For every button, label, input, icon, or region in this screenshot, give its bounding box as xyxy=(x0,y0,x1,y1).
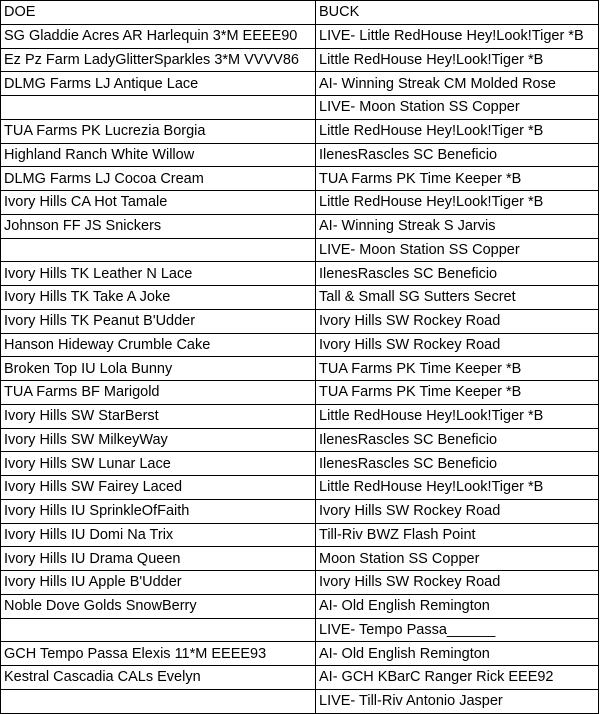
table-row xyxy=(1,24,599,48)
doe-cell: Ivory Hills TK Leather N Lace xyxy=(1,262,316,286)
doe-cell: Ivory Hills SW Fairey Laced xyxy=(1,476,316,500)
table-row xyxy=(1,547,599,571)
doe-cell: SG Gladdie Acres AR Harlequin 3*M EEEE90 xyxy=(1,24,316,48)
doe-cell: Ivory Hills SW StarBerst xyxy=(1,404,316,428)
table-row xyxy=(1,476,599,500)
table-row xyxy=(1,594,599,618)
buck-cell: TUA Farms PK Time Keeper *B xyxy=(316,167,599,191)
table-row xyxy=(1,262,599,286)
buck-cell: Tall & Small SG Sutters Secret xyxy=(316,286,599,310)
table-row xyxy=(1,428,599,452)
buck-column-header: BUCK xyxy=(316,1,599,25)
buck-cell: AI- GCH KBarC Ranger Rick EEE92 xyxy=(316,666,599,690)
doe-cell: GCH Tempo Passa Elexis 11*M EEEE93 xyxy=(1,642,316,666)
doe-cell: TUA Farms BF Marigold xyxy=(1,381,316,405)
table-row xyxy=(1,96,599,120)
buck-cell: Little RedHouse Hey!Look!Tiger *B xyxy=(316,191,599,215)
buck-cell: Ivory Hills SW Rockey Road xyxy=(316,571,599,595)
buck-cell: Moon Station SS Copper xyxy=(316,547,599,571)
buck-cell: LIVE- Till-Riv Antonio Jasper xyxy=(316,689,599,713)
buck-cell: AI- Winning Streak S Jarvis xyxy=(316,214,599,238)
table-row xyxy=(1,523,599,547)
table-row xyxy=(1,499,599,523)
doe-cell xyxy=(1,689,316,713)
buck-cell: IlenesRascles SC Beneficio xyxy=(316,428,599,452)
buck-cell: TUA Farms PK Time Keeper *B xyxy=(316,357,599,381)
table-header xyxy=(1,1,599,25)
buck-cell: Ivory Hills SW Rockey Road xyxy=(316,309,599,333)
buck-cell: AI- Old English Remington xyxy=(316,642,599,666)
doe-cell: Ivory Hills TK Take A Joke xyxy=(1,286,316,310)
table-row xyxy=(1,357,599,381)
table-row xyxy=(1,191,599,215)
table-row xyxy=(1,72,599,96)
doe-cell: Ez Pz Farm LadyGlitterSparkles 3*M VVVV86 xyxy=(1,48,316,72)
doe-cell xyxy=(1,238,316,262)
table-row xyxy=(1,689,599,713)
buck-cell: Little RedHouse Hey!Look!Tiger *B xyxy=(316,476,599,500)
doe-cell: Ivory Hills IU SprinkleOfFaith xyxy=(1,499,316,523)
table-row xyxy=(1,381,599,405)
doe-cell: TUA Farms PK Lucrezia Borgia xyxy=(1,119,316,143)
table-row xyxy=(1,238,599,262)
doe-cell: Noble Dove Golds SnowBerry xyxy=(1,594,316,618)
table-row xyxy=(1,666,599,690)
table-row xyxy=(1,214,599,238)
doe-cell: Ivory Hills SW MilkeyWay xyxy=(1,428,316,452)
table-row xyxy=(1,119,599,143)
buck-cell: LIVE- Moon Station SS Copper xyxy=(316,238,599,262)
doe-cell: DLMG Farms LJ Antique Lace xyxy=(1,72,316,96)
buck-cell: LIVE- Moon Station SS Copper xyxy=(316,96,599,120)
buck-cell: LIVE- Little RedHouse Hey!Look!Tiger *B xyxy=(316,24,599,48)
table-row xyxy=(1,167,599,191)
table-row xyxy=(1,452,599,476)
doe-cell: Hanson Hideway Crumble Cake xyxy=(1,333,316,357)
doe-cell: Johnson FF JS Snickers xyxy=(1,214,316,238)
table-row xyxy=(1,333,599,357)
header-row xyxy=(1,1,599,25)
buck-cell: Little RedHouse Hey!Look!Tiger *B xyxy=(316,48,599,72)
doe-cell: Ivory Hills CA Hot Tamale xyxy=(1,191,316,215)
doe-cell: Ivory Hills TK Peanut B'Udder xyxy=(1,309,316,333)
doe-cell: Ivory Hills IU Apple B'Udder xyxy=(1,571,316,595)
table-row xyxy=(1,48,599,72)
table-row xyxy=(1,571,599,595)
buck-cell: IlenesRascles SC Beneficio xyxy=(316,452,599,476)
buck-cell: Ivory Hills SW Rockey Road xyxy=(316,499,599,523)
table-row xyxy=(1,404,599,428)
doe-cell xyxy=(1,96,316,120)
doe-column-header: DOE xyxy=(1,1,316,25)
buck-cell: Little RedHouse Hey!Look!Tiger *B xyxy=(316,119,599,143)
table-row xyxy=(1,642,599,666)
buck-cell: LIVE- Tempo Passa______ xyxy=(316,618,599,642)
table-row xyxy=(1,286,599,310)
doe-cell: DLMG Farms LJ Cocoa Cream xyxy=(1,167,316,191)
buck-cell: AI- Old English Remington xyxy=(316,594,599,618)
doe-cell: Highland Ranch White Willow xyxy=(1,143,316,167)
table-row xyxy=(1,309,599,333)
doe-cell xyxy=(1,618,316,642)
table-row xyxy=(1,618,599,642)
table-row xyxy=(1,143,599,167)
buck-cell: IlenesRascles SC Beneficio xyxy=(316,262,599,286)
buck-cell: Ivory Hills SW Rockey Road xyxy=(316,333,599,357)
doe-cell: Ivory Hills SW Lunar Lace xyxy=(1,452,316,476)
buck-cell: TUA Farms PK Time Keeper *B xyxy=(316,381,599,405)
doe-cell: Kestral Cascadia CALs Evelyn xyxy=(1,666,316,690)
buck-cell: AI- Winning Streak CM Molded Rose xyxy=(316,72,599,96)
table-body xyxy=(1,24,599,713)
buck-cell: IlenesRascles SC Beneficio xyxy=(316,143,599,167)
doe-cell: Broken Top IU Lola Bunny xyxy=(1,357,316,381)
doe-cell: Ivory Hills IU Domi Na Trix xyxy=(1,523,316,547)
buck-cell: Little RedHouse Hey!Look!Tiger *B xyxy=(316,404,599,428)
doe-cell: Ivory Hills IU Drama Queen xyxy=(1,547,316,571)
buck-cell: Till-Riv BWZ Flash Point xyxy=(316,523,599,547)
